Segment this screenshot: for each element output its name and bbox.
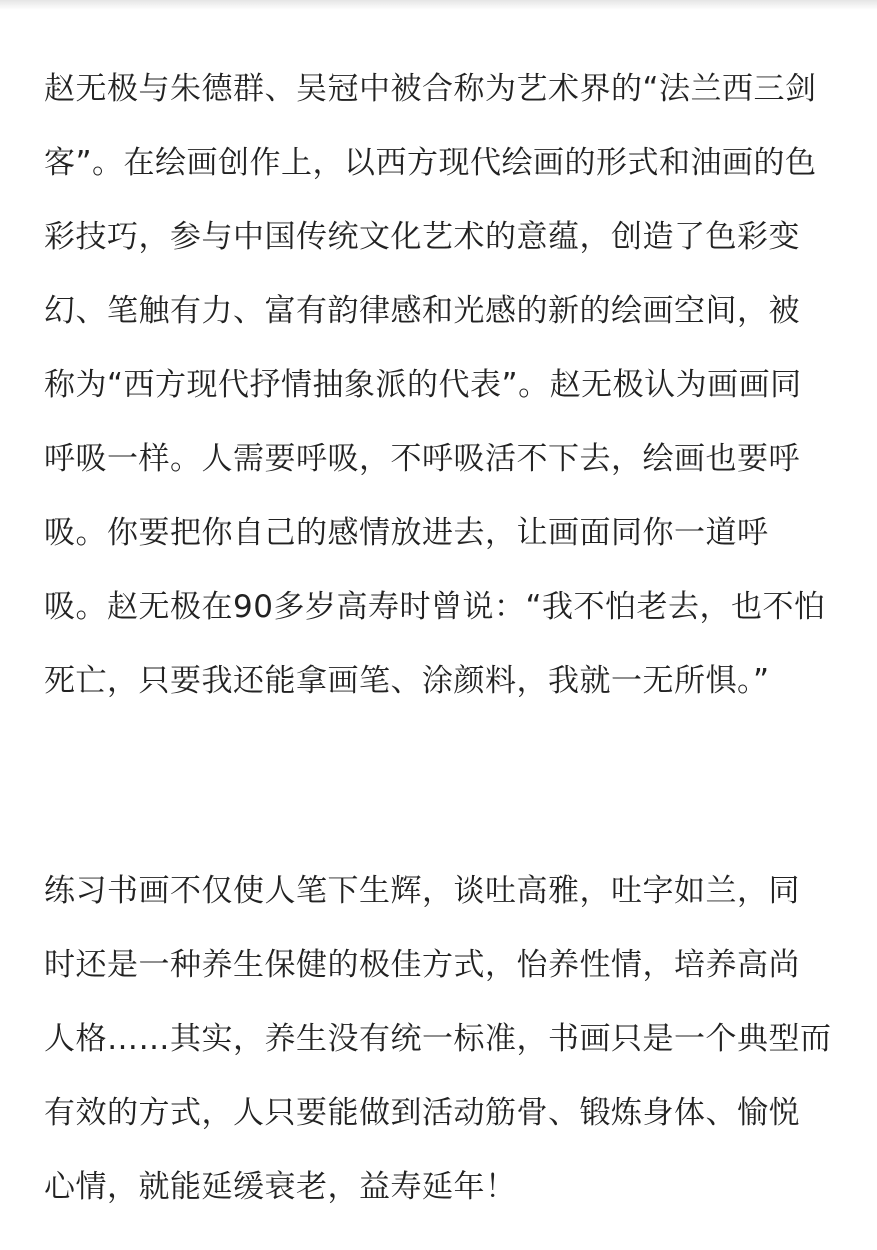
paragraph-line: 死亡，只要我还能拿画笔、涂颜料，我就一无所惧。” (44, 663, 770, 699)
paragraph-line: 有效的方式，人只要能做到活动筋骨、锻炼身体、愉悦 (44, 1095, 800, 1131)
paragraph-line: 客”。在绘画创作上，以西方现代绘画的形式和油画的色 (44, 145, 817, 181)
paragraph-line: 心情，就能延缓衰老，益寿延年！ (44, 1169, 517, 1205)
paragraph-line: 吸。你要把你自己的感情放进去，让画面同你一道呼 (44, 515, 769, 551)
paragraph-line: 称为“西方现代抒情抽象派的代表”。赵无极认为画画同 (44, 367, 802, 403)
paragraph-line: 练习书画不仅使人笔下生辉，谈吐高雅，吐字如兰，同 (44, 873, 800, 909)
top-shadow (0, 0, 877, 10)
paragraph-line: 呼吸一样。人需要呼吸，不呼吸活不下去，绘画也要呼 (44, 441, 800, 477)
paragraph-line: 时还是一种养生保健的极佳方式，怡养性情，培养高尚 (44, 947, 800, 983)
paragraph-line: 幻、笔触有力、富有韵律感和光感的新的绘画空间，被 (44, 293, 800, 329)
paragraph-1 (44, 52, 860, 718)
paragraph-spacer (44, 718, 860, 854)
article-body (44, 52, 860, 1224)
paragraph-2 (44, 854, 860, 1224)
paragraph-line: 吸。赵无极在90多岁高寿时曾说：“我不怕老去，也不怕 (44, 589, 826, 625)
paragraph-line: 人格……其实，养生没有统一标准，书画只是一个典型而 (44, 1021, 832, 1057)
paragraph-line: 赵无极与朱德群、吴冠中被合称为艺术界的“法兰西三剑 (44, 71, 817, 107)
paragraph-line: 彩技巧，参与中国传统文化艺术的意蕴，创造了色彩变 (44, 219, 800, 255)
